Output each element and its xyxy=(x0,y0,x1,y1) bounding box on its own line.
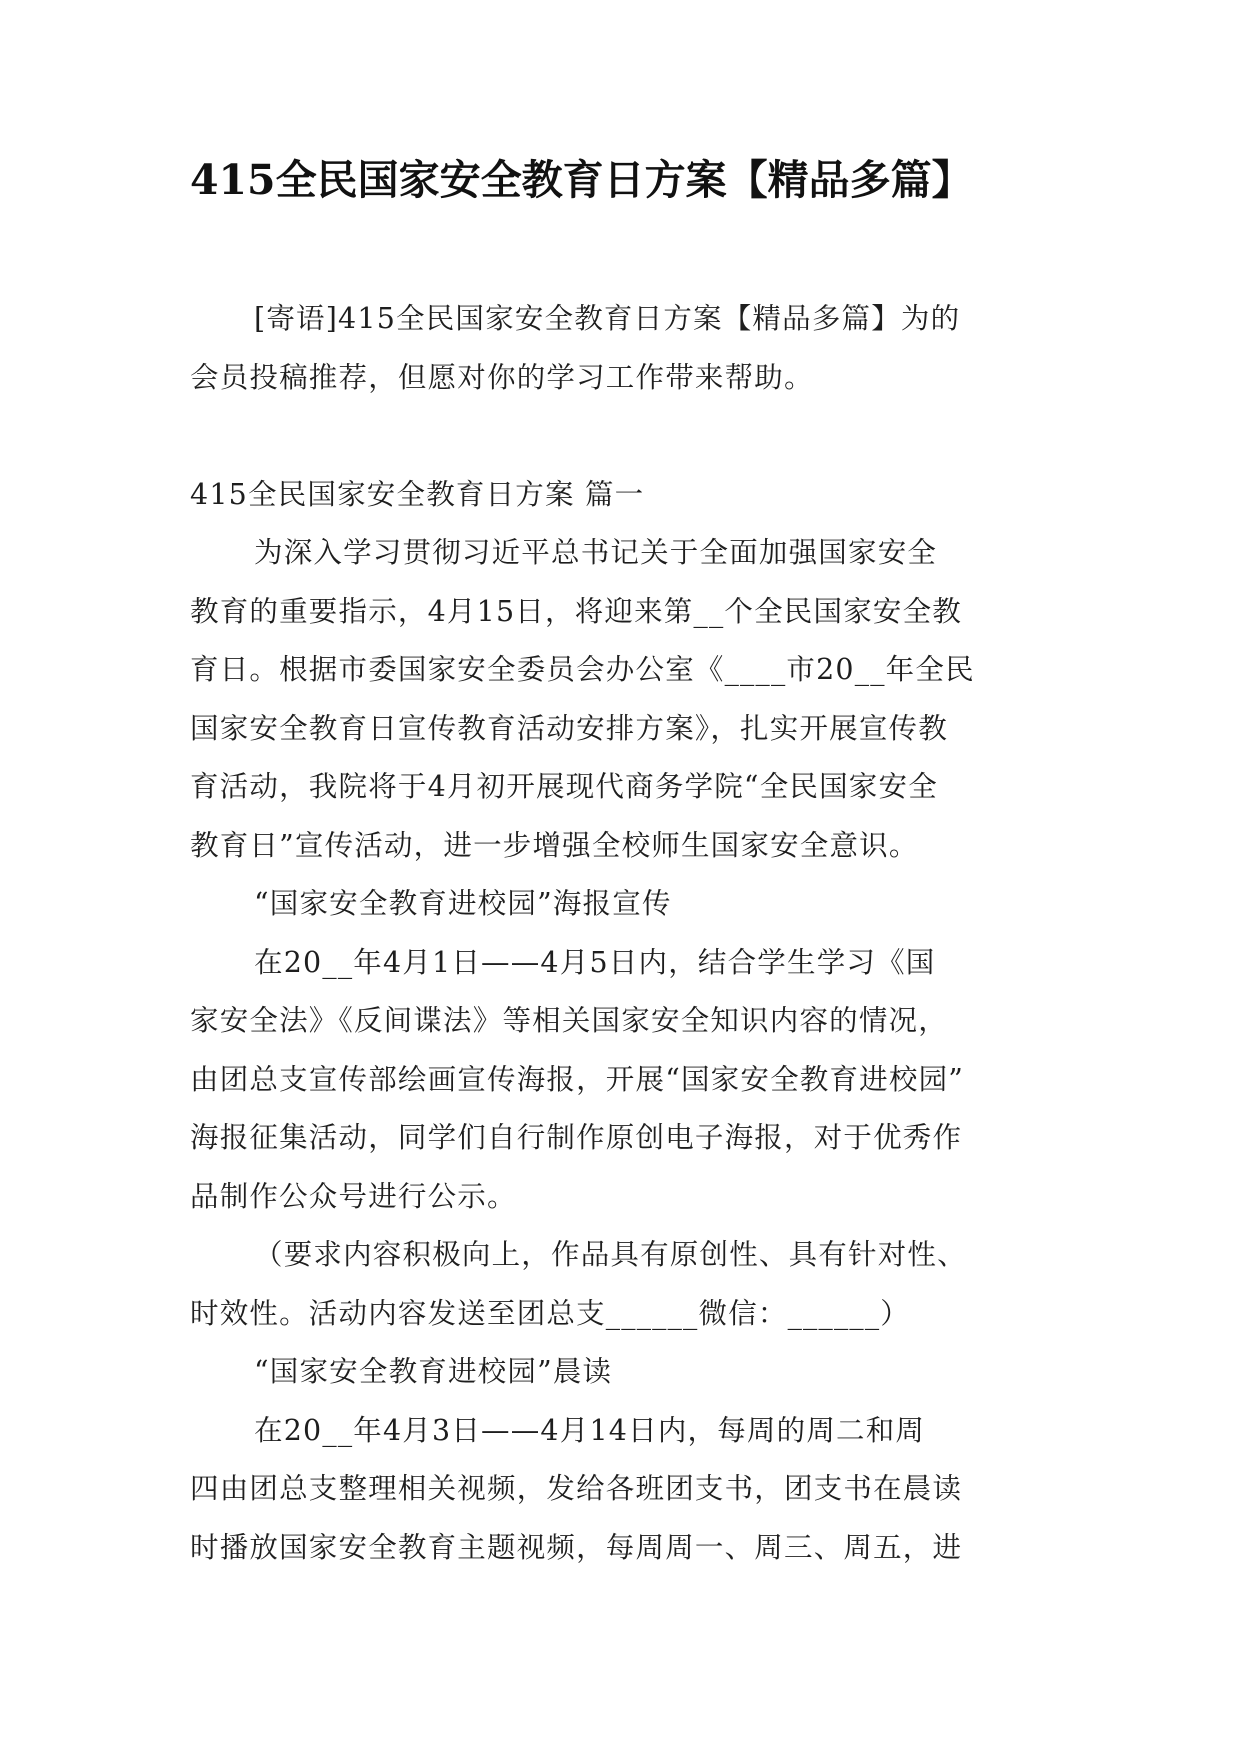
paragraph-line: 海报征集活动，同学们自行制作原创电子海报，对于优秀作 xyxy=(190,1121,963,1154)
subheading: “国家安全教育进校园”晨读 xyxy=(254,1355,613,1388)
paragraph-line: 为深入学习贯彻习近平总书记关于全面加强国家安全 xyxy=(254,536,938,569)
paragraph-line: 品制作公众号进行公示。 xyxy=(190,1179,517,1213)
document-body xyxy=(190,290,1090,1577)
intro-line: 会员投稿推荐，但愿对你的学习工作带来帮助。 xyxy=(190,360,814,394)
paragraph-line: （要求内容积极向上，作品具有原创性、具有针对性、 xyxy=(254,1238,967,1271)
paragraph-line: 时效性。活动内容发送至团总支______微信：______） xyxy=(190,1296,911,1330)
paragraph-line: 由团总支宣传部绘画宣传海报，开展“国家安全教育进校园” xyxy=(190,1062,965,1096)
blank-line xyxy=(190,407,1090,466)
paragraph-line: 四由团总支整理相关视频，发给各班团支书，团支书在晨读 xyxy=(190,1472,963,1505)
paragraph-line: 家安全法》《反间谍法》等相关国家安全知识内容的情况， xyxy=(190,1004,948,1037)
paragraph-line: 教育的重要指示，4月15日，将迎来第__个全民国家安全教 xyxy=(190,594,962,628)
paragraph-line: 育活动，我院将于4月初开展现代商务学院“全民国家安全 xyxy=(190,770,938,803)
intro-line: [寄语]415全民国家安全教育日方案【精品多篇】为的 xyxy=(254,302,961,335)
paragraph-line: 国家安全教育日宣传教育活动安排方案》，扎实开展宣传教 xyxy=(190,711,948,745)
paragraph-line: 育日。根据市委国家安全委员会办公室《____市20__年全民 xyxy=(190,653,975,686)
paragraph-line: 在20__年4月3日——4月14日内，每周的周二和周 xyxy=(254,1413,926,1447)
subheading: “国家安全教育进校园”海报宣传 xyxy=(254,887,672,920)
paragraph-line: 教育日”宣传活动，进一步增强全校师生国家安全意识。 xyxy=(190,828,919,862)
document-title: 415全民国家安全教育日方案【精品多篇】 xyxy=(190,156,973,204)
section-heading: 415全民国家安全教育日方案 篇一 xyxy=(190,477,645,511)
paragraph-line: 时播放国家安全教育主题视频，每周周一、周三、周五，进 xyxy=(190,1530,963,1564)
paragraph-line: 在20__年4月1日——4月5日内，结合学生学习《国 xyxy=(254,945,936,979)
